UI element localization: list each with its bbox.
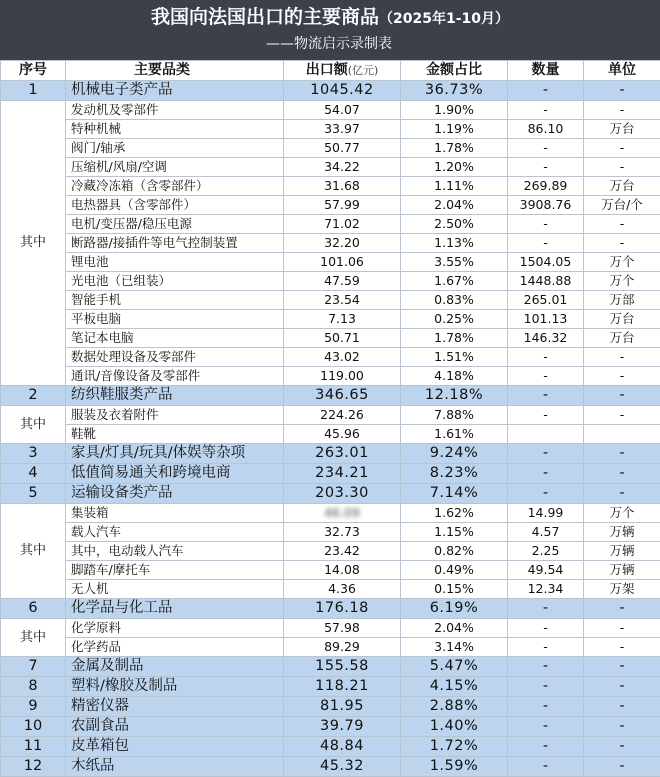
category-row (1, 677, 660, 697)
cell-unit: - (584, 386, 660, 406)
cell-seq: 8 (1, 677, 66, 697)
cell-unit: - (584, 444, 660, 464)
cell-share: 2.88% (401, 697, 508, 717)
cell-qty: - (508, 599, 584, 619)
cell-unit: - (584, 464, 660, 484)
cell-unit: - (584, 757, 660, 777)
cell-amount: 50.77 (284, 139, 401, 158)
cell-unit: - (584, 101, 660, 120)
cell-name: 木纸品 (66, 757, 284, 777)
cell-amount: 31.68 (284, 177, 401, 196)
cell-seq: 10 (1, 717, 66, 737)
cell-share: 1.51% (401, 348, 508, 367)
cell-amount: 119.00 (284, 367, 401, 386)
cell-amount: 263.01 (284, 444, 401, 464)
cell-share: 4.15% (401, 677, 508, 697)
cell-name: 农副食品 (66, 717, 284, 737)
cell-unit: - (584, 234, 660, 253)
cell-share: 3.55% (401, 253, 508, 272)
cell-share: 1.72% (401, 737, 508, 757)
cell-unit: - (584, 158, 660, 177)
cell-share: 1.13% (401, 234, 508, 253)
cell-qty: - (508, 737, 584, 757)
cell-amount: 57.99 (284, 196, 401, 215)
cell-amount: 203.30 (284, 484, 401, 504)
cell-seq: 6 (1, 599, 66, 619)
cell-unit: 万台 (584, 329, 660, 348)
cell-name: 化学原料 (66, 619, 284, 638)
cell-qty: 1448.88 (508, 272, 584, 291)
cell-unit: 万架 (584, 580, 660, 599)
col-header-amount (284, 61, 401, 81)
cell-name: 化学品与化工品 (66, 599, 284, 619)
cell-name: 平板电脑 (66, 310, 284, 329)
cell-name: 阀门/轴承 (66, 139, 284, 158)
cell-name: 金属及制品 (66, 657, 284, 677)
category-row (1, 81, 660, 101)
cell-amount: 71.02 (284, 215, 401, 234)
cell-amount: 101.06 (284, 253, 401, 272)
cell-share: 1.15% (401, 523, 508, 542)
cell-qty: - (508, 697, 584, 717)
cell-name: 压缩机/风扇/空调 (66, 158, 284, 177)
cell-unit: - (584, 619, 660, 638)
cell-amount: 14.08 (284, 561, 401, 580)
cell-name: 精密仪器 (66, 697, 284, 717)
cell-seq: 2 (1, 386, 66, 406)
cell-amount: 23.54 (284, 291, 401, 310)
item-row (1, 504, 660, 523)
cell-qty: 14.99 (508, 504, 584, 523)
cell-unit: - (584, 638, 660, 657)
cell-unit: 万台/个 (584, 196, 660, 215)
category-row (1, 717, 660, 737)
cell-name: 运输设备类产品 (66, 484, 284, 504)
cell-share: 5.47% (401, 657, 508, 677)
item-row (1, 101, 660, 120)
item-row (1, 329, 660, 348)
cell-unit: 万个 (584, 253, 660, 272)
cell-unit: - (584, 139, 660, 158)
cell-share: 1.78% (401, 139, 508, 158)
category-row (1, 444, 660, 464)
col-header-unit: 单位 (584, 61, 660, 81)
cell-name: 数据处理设备及零部件 (66, 348, 284, 367)
cell-unit: - (584, 717, 660, 737)
cell-qty: - (508, 367, 584, 386)
cell-amount: 89.29 (284, 638, 401, 657)
item-row (1, 542, 660, 561)
cell-seq: 12 (1, 757, 66, 777)
cell-amount: 43.02 (284, 348, 401, 367)
cell-unit: 万台 (584, 177, 660, 196)
cell-share: 6.19% (401, 599, 508, 619)
cell-name: 电机/变压器/稳压电源 (66, 215, 284, 234)
title-period: （2025年1-10月） (379, 11, 509, 27)
cell-amount: 32.73 (284, 523, 401, 542)
cell-name: 脚踏车/摩托车 (66, 561, 284, 580)
cell-share: 0.25% (401, 310, 508, 329)
cell-qty: 146.32 (508, 329, 584, 348)
cell-name: 化学药品 (66, 638, 284, 657)
cell-amount: 118.21 (284, 677, 401, 697)
cell-name: 机械电子类产品 (66, 81, 284, 101)
cell-name: 光电池（已组装） (66, 272, 284, 291)
cell-share: 2.50% (401, 215, 508, 234)
cell-qty (508, 425, 584, 444)
item-row (1, 215, 660, 234)
blurred-amount: 46.09 (324, 505, 360, 520)
item-row (1, 367, 660, 386)
cell-share: 0.49% (401, 561, 508, 580)
cell-unit: 万个 (584, 504, 660, 523)
cell-name: 冷藏冷冻箱（含零部件） (66, 177, 284, 196)
cell-share: 1.20% (401, 158, 508, 177)
cell-qty: - (508, 619, 584, 638)
cell-amount: 57.98 (284, 619, 401, 638)
cell-qty: 49.54 (508, 561, 584, 580)
item-row (1, 291, 660, 310)
col-header-qty: 数量 (508, 61, 584, 81)
cell-amount: 50.71 (284, 329, 401, 348)
item-row (1, 177, 660, 196)
cell-unit: - (584, 677, 660, 697)
category-row (1, 484, 660, 504)
cell-qty: - (508, 215, 584, 234)
cell-name: 塑料/橡胶及制品 (66, 677, 284, 697)
item-row (1, 139, 660, 158)
cell-seq: 9 (1, 697, 66, 717)
cell-share: 1.90% (401, 101, 508, 120)
page-title (0, 4, 660, 32)
item-row (1, 406, 660, 425)
cell-amount-blurred (284, 504, 401, 523)
cell-share: 12.18% (401, 386, 508, 406)
cell-share: 8.23% (401, 464, 508, 484)
cell-qty: - (508, 158, 584, 177)
cell-share: 1.67% (401, 272, 508, 291)
cell-qty: - (508, 81, 584, 101)
cell-amount: 54.07 (284, 101, 401, 120)
item-row (1, 561, 660, 580)
category-row (1, 386, 660, 406)
cell-share: 36.73% (401, 81, 508, 101)
col-header-name: 主要品类 (66, 61, 284, 81)
cell-share: 7.14% (401, 484, 508, 504)
cell-unit: - (584, 657, 660, 677)
item-row (1, 348, 660, 367)
export-table (0, 60, 660, 777)
cell-qty: - (508, 386, 584, 406)
cell-amount: 33.97 (284, 120, 401, 139)
cell-share: 2.04% (401, 196, 508, 215)
cell-amount: 1045.42 (284, 81, 401, 101)
cell-seq: 11 (1, 737, 66, 757)
col-header-share: 金额占比 (401, 61, 508, 81)
cell-qty: 86.10 (508, 120, 584, 139)
cell-unit: - (584, 406, 660, 425)
cell-share: 0.83% (401, 291, 508, 310)
group-label: 其中 (1, 406, 66, 444)
cell-name: 特种机械 (66, 120, 284, 139)
col-header-amount-label: 出口额 (306, 62, 348, 78)
cell-seq: 5 (1, 484, 66, 504)
cell-unit: - (584, 81, 660, 101)
cell-unit: - (584, 697, 660, 717)
cell-unit: - (584, 484, 660, 504)
cell-share: 1.62% (401, 504, 508, 523)
cell-amount: 176.18 (284, 599, 401, 619)
cell-share: 3.14% (401, 638, 508, 657)
cell-amount: 23.42 (284, 542, 401, 561)
cell-name: 通讯/音像设备及零部件 (66, 367, 284, 386)
cell-qty: - (508, 757, 584, 777)
cell-unit: 万辆 (584, 523, 660, 542)
cell-name: 笔记本电脑 (66, 329, 284, 348)
cell-name: 发动机及零部件 (66, 101, 284, 120)
cell-share: 7.88% (401, 406, 508, 425)
cell-amount: 81.95 (284, 697, 401, 717)
cell-amount: 155.58 (284, 657, 401, 677)
cell-share: 1.19% (401, 120, 508, 139)
cell-name: 服装及衣着附件 (66, 406, 284, 425)
cell-unit: - (584, 215, 660, 234)
item-row (1, 638, 660, 657)
cell-share: 1.11% (401, 177, 508, 196)
category-row (1, 599, 660, 619)
title-text: 我国向法国出口的主要商品 (151, 6, 379, 28)
cell-qty: - (508, 348, 584, 367)
cell-qty: 101.13 (508, 310, 584, 329)
item-row (1, 158, 660, 177)
cell-amount: 47.59 (284, 272, 401, 291)
cell-amount: 34.22 (284, 158, 401, 177)
item-row (1, 234, 660, 253)
cell-unit: 万台 (584, 310, 660, 329)
cell-unit: 万个 (584, 272, 660, 291)
cell-name: 载人汽车 (66, 523, 284, 542)
group-label: 其中 (1, 619, 66, 657)
cell-qty: 3908.76 (508, 196, 584, 215)
item-row (1, 272, 660, 291)
col-header-amount-unit: (亿元) (348, 64, 379, 77)
cell-name: 电热器具（含零部件） (66, 196, 284, 215)
cell-qty: - (508, 717, 584, 737)
cell-qty: - (508, 234, 584, 253)
page-header (0, 0, 660, 60)
cell-seq: 7 (1, 657, 66, 677)
item-row (1, 425, 660, 444)
cell-qty: 2.25 (508, 542, 584, 561)
item-row (1, 523, 660, 542)
cell-unit: 万辆 (584, 542, 660, 561)
cell-qty: - (508, 139, 584, 158)
cell-share: 2.04% (401, 619, 508, 638)
cell-share: 0.15% (401, 580, 508, 599)
cell-share: 0.82% (401, 542, 508, 561)
item-row (1, 120, 660, 139)
cell-qty: 265.01 (508, 291, 584, 310)
category-row (1, 697, 660, 717)
col-header-seq: 序号 (1, 61, 66, 81)
cell-qty: 1504.05 (508, 253, 584, 272)
cell-qty: - (508, 677, 584, 697)
cell-unit: 万台 (584, 120, 660, 139)
cell-unit: - (584, 348, 660, 367)
cell-share: 4.18% (401, 367, 508, 386)
cell-amount: 45.32 (284, 757, 401, 777)
cell-qty: 269.89 (508, 177, 584, 196)
item-row (1, 619, 660, 638)
page-subtitle: ——物流启示录制表 (266, 34, 392, 54)
cell-name: 无人机 (66, 580, 284, 599)
cell-unit: - (584, 367, 660, 386)
cell-share: 1.61% (401, 425, 508, 444)
item-row (1, 253, 660, 272)
cell-unit: 万辆 (584, 561, 660, 580)
cell-share: 1.59% (401, 757, 508, 777)
cell-share: 9.24% (401, 444, 508, 464)
cell-name: 家具/灯具/玩具/体娱等杂项 (66, 444, 284, 464)
cell-unit: - (584, 599, 660, 619)
cell-amount: 32.20 (284, 234, 401, 253)
cell-amount: 39.79 (284, 717, 401, 737)
cell-seq: 4 (1, 464, 66, 484)
cell-name: 其中，电动载人汽车 (66, 542, 284, 561)
cell-seq: 1 (1, 81, 66, 101)
cell-qty: - (508, 444, 584, 464)
item-row (1, 196, 660, 215)
cell-share: 1.40% (401, 717, 508, 737)
cell-name: 断路器/接插件等电气控制装置 (66, 234, 284, 253)
cell-name: 低值简易通关和跨境电商 (66, 464, 284, 484)
cell-amount: 4.36 (284, 580, 401, 599)
cell-amount: 234.21 (284, 464, 401, 484)
cell-qty: - (508, 406, 584, 425)
category-row (1, 657, 660, 677)
cell-qty: - (508, 464, 584, 484)
item-row (1, 580, 660, 599)
cell-qty: - (508, 484, 584, 504)
cell-name: 锂电池 (66, 253, 284, 272)
table-header-row (1, 61, 660, 81)
cell-unit (584, 425, 660, 444)
group-label: 其中 (1, 504, 66, 599)
cell-name: 集装箱 (66, 504, 284, 523)
cell-name: 皮革箱包 (66, 737, 284, 757)
cell-qty: - (508, 101, 584, 120)
cell-amount: 48.84 (284, 737, 401, 757)
cell-amount: 45.96 (284, 425, 401, 444)
cell-seq: 3 (1, 444, 66, 464)
cell-qty: 4.57 (508, 523, 584, 542)
category-row (1, 737, 660, 757)
cell-qty: 12.34 (508, 580, 584, 599)
cell-qty: - (508, 638, 584, 657)
cell-unit: - (584, 737, 660, 757)
cell-name: 鞋靴 (66, 425, 284, 444)
cell-name: 智能手机 (66, 291, 284, 310)
cell-qty: - (508, 657, 584, 677)
category-row (1, 464, 660, 484)
cell-amount: 7.13 (284, 310, 401, 329)
cell-unit: 万部 (584, 291, 660, 310)
cell-share: 1.78% (401, 329, 508, 348)
item-row (1, 310, 660, 329)
cell-amount: 346.65 (284, 386, 401, 406)
group-label: 其中 (1, 101, 66, 386)
cell-name: 纺织鞋服类产品 (66, 386, 284, 406)
cell-amount: 224.26 (284, 406, 401, 425)
